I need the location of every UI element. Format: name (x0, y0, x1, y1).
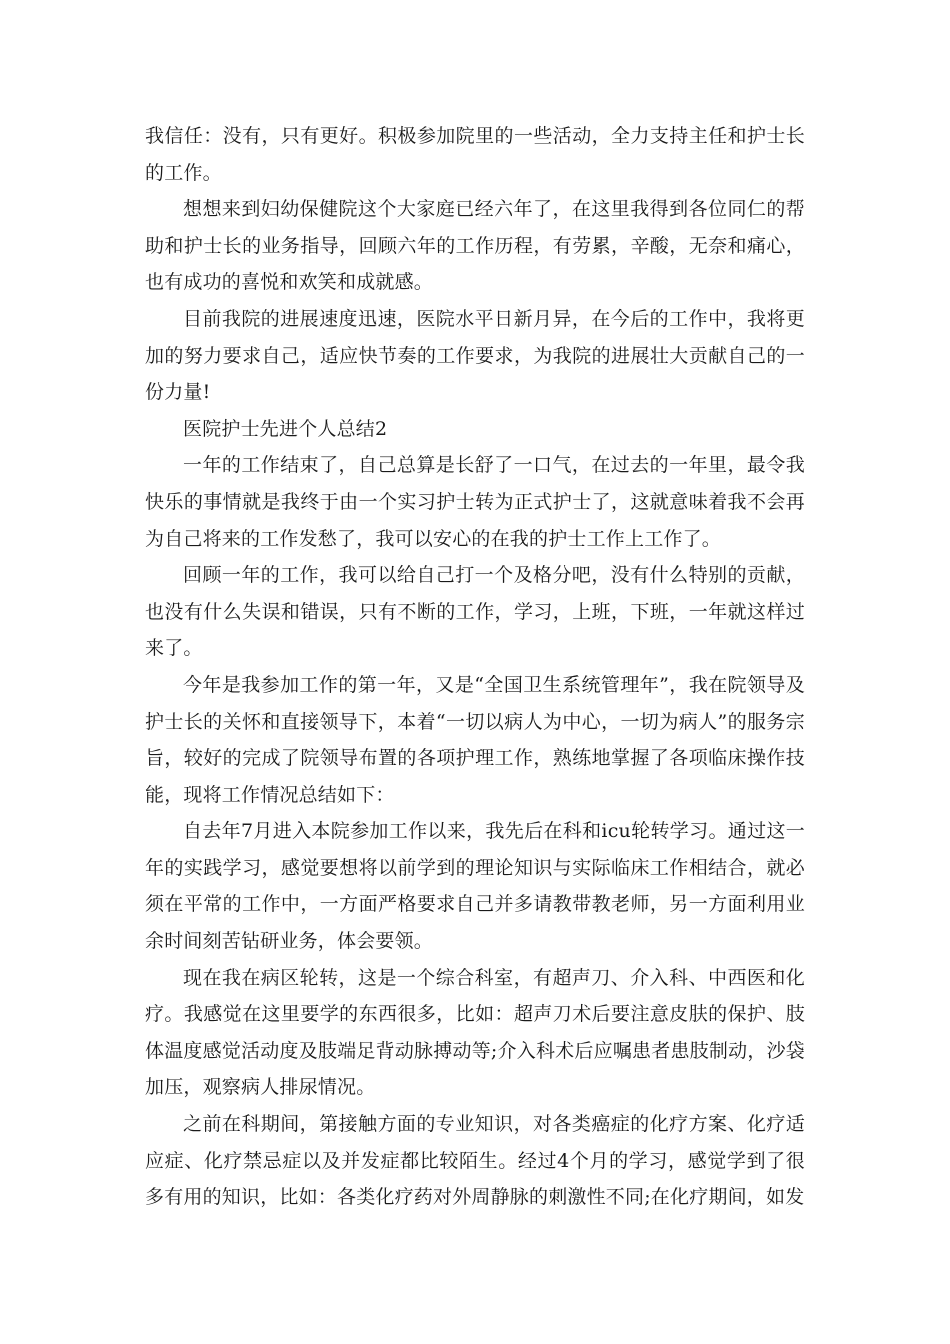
paragraph-1: 我信任：没有，只有更好。积极参加院里的一些活动，全力支持主任和护士长的工作。 (145, 125, 805, 184)
paragraph-5: 回顾一年的工作，我可以给自己打一个及格分吧，没有什么特别的贡献，也没有什么失误和错误，只有不断的工作，学习，上班，下班，一年就这样过来了。 (145, 564, 805, 660)
section-heading: 医院护士先进个人总结2 (183, 417, 388, 440)
paragraph-6: 今年是我参加工作的第一年，又是“全国卫生系统管理年”，我在院领导及护士长的关怀和直接领导下，本着“一切以病人为中心，一切为病人”的服务宗旨，较好的完成了院领导布置的各项护理工作，熟练地掌握了各项临床操作技能，现将工作情况总结如下： (145, 673, 805, 806)
paragraph-4: 一年的工作结束了，自己总算是长舒了一口气，在过去的一年里，最令我快乐的事情就是我终于由一个实习护士转为正式护士了，这就意味着我不会再为自己将来的工作发愁了，我可以安心的在我的护士工作上工作了。 (145, 454, 805, 550)
paragraph-9: 之前在科期间，第接触方面的专业知识，对各类癌症的化疗方案、化疗适应症、化疗禁忌症以及并发症都比较陌生。经过4个月的学习，感觉学到了很多有用的知识，比如：各类化疗药对外周静脉的刺激性不同;在化疗期间，如发 (145, 1113, 805, 1209)
paragraph-7: 自去年7月进入本院参加工作以来，我先后在科和icu轮转学习。通过这一年的实践学习，感觉要想将以前学到的理论知识与实际临床工作相结合，就必须在平常的工作中，一方面严格要求自己并多请教带教老师，另一方面利用业余时间刻苦钻研业务，体会要领。 (145, 820, 805, 953)
document-body (145, 118, 805, 1216)
paragraph-3: 目前我院的进展速度迅速，医院水平日新月异，在今后的工作中，我将更加的努力要求自己，适应快节奏的工作要求，为我院的进展壮大贡献自己的一份力量! (145, 307, 805, 404)
paragraph-2: 想想来到妇幼保健院这个大家庭已经六年了，在这里我得到各位同仁的帮助和护士长的业务指导，回顾六年的工作历程，有劳累，辛酸，无奈和痛心，也有成功的喜悦和欢笑和成就感。 (145, 198, 805, 294)
paragraph-8: 现在我在病区轮转，这是一个综合科室，有超声刀、介入科、中西医和化疗。我感觉在这里要学的东西很多，比如：超声刀术后要注意皮肤的保护、肢体温度感觉活动度及肢端足背动脉搏动等;介入科术后应嘱患者患肢制动，沙袋加压，观察病人排尿情况。 (145, 966, 805, 1099)
